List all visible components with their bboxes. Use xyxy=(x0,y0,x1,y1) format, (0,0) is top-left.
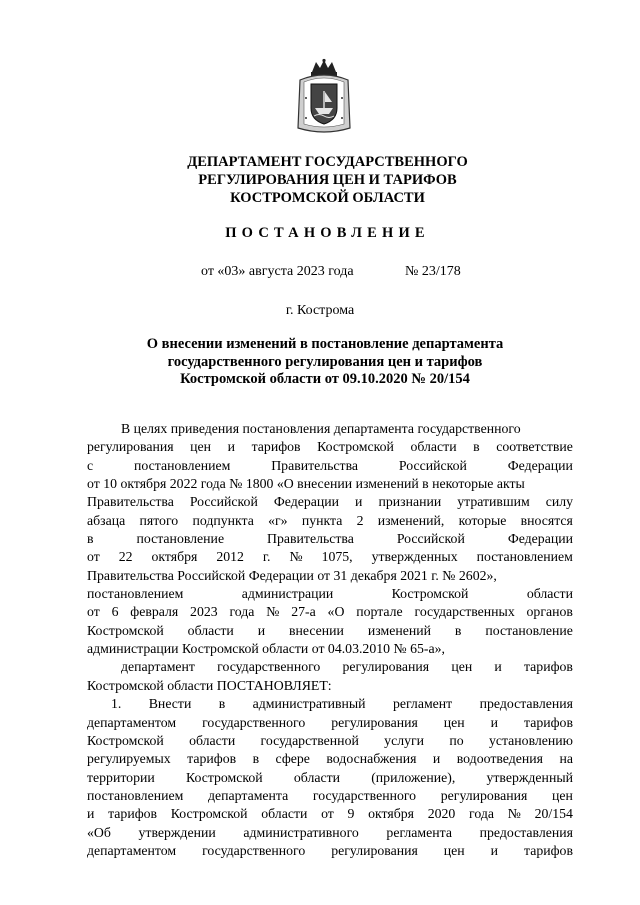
department-name xyxy=(100,153,555,207)
body-line: В целях приведения постановления департамента государственного xyxy=(121,421,521,436)
body-line: и тарифов Костромской области от 9 октября 2020 года № 20/154 xyxy=(87,806,573,822)
document-number: № 23/178 xyxy=(405,264,461,279)
document-type-title: ПОСТАНОВЛЕНИЕ xyxy=(225,225,430,241)
document-subject xyxy=(120,336,530,389)
body-line: Костромской области государственной услуги по установлению xyxy=(87,732,573,748)
body-line: регулируемых тарифов в сфере водоснабжения и водоотведения на xyxy=(87,751,573,767)
document-city: г. Кострома xyxy=(285,303,355,318)
department-line: РЕГУЛИРОВАНИЯ ЦЕН И ТАРИФОВ xyxy=(198,172,457,188)
body-line: постановлением департамента государственного регулирования цен xyxy=(87,787,573,803)
body-line: департаментом государственного регулирования цен и тарифов xyxy=(87,714,573,730)
body-line: департаментом государственного регулирования цен и тарифов xyxy=(87,842,573,858)
document-date: от «03» августа 2023 года xyxy=(201,264,354,279)
department-line: ДЕПАРТАМЕНТ ГОСУДАРСТВЕННОГО xyxy=(187,154,468,170)
body-line: в постановление Правительства Российской Федерации xyxy=(87,531,573,547)
body-line: департамент государственного регулирования цен и тарифов xyxy=(121,659,573,675)
body-line: Костромской области ПОСТАНОВЛЯЕТ: xyxy=(87,677,332,693)
body-line: Правительства Российской Федерации от 31 декабря 2021 г. № 2602», xyxy=(87,567,497,583)
body-line: территории Костромской области (приложение), утвержденный xyxy=(87,769,573,785)
body-line: с постановлением Правительства Российской Федерации xyxy=(87,457,573,473)
body-line: 1. Внести в административный регламент предоставления xyxy=(111,696,573,712)
body-line: абзаца пятого подпункта «г» пункта 2 изменений, которые вносятся xyxy=(87,512,573,528)
document-body xyxy=(87,420,573,860)
subject-line: государственного регулирования цен и тарифов xyxy=(167,353,483,370)
body-line: регулирования цен и тарифов Костромской области в соответствие xyxy=(87,439,573,455)
subject-line: Костромской области от 09.10.2020 № 20/154 xyxy=(180,371,470,387)
body-line: Костромской области и внесении изменений в постановление xyxy=(87,622,573,638)
department-line: КОСТРОМСКОЙ ОБЛАСТИ xyxy=(230,190,425,206)
body-line: «Об утверждении административного регламента предоставления xyxy=(87,824,573,840)
body-line: Правительства Российской Федерации и признании утратившим силу xyxy=(87,494,573,510)
subject-line: О внесении изменений в постановление департамента xyxy=(146,336,504,352)
body-line: от 10 октября 2022 года № 1800 «О внесении изменений в некоторые акты xyxy=(87,476,525,492)
body-line: от 22 октября 2012 г. № 1075, утвержденных постановлением xyxy=(87,549,573,565)
body-line: администрации Костромской области от 04.03.2010 № 65-а», xyxy=(87,641,445,657)
body-line: от 6 февраля 2023 года № 27-а «О портале государственных органов xyxy=(87,604,573,620)
kostroma-coat-of-arms-icon xyxy=(294,58,354,138)
body-line: постановлением администрации Костромской области xyxy=(87,586,573,602)
